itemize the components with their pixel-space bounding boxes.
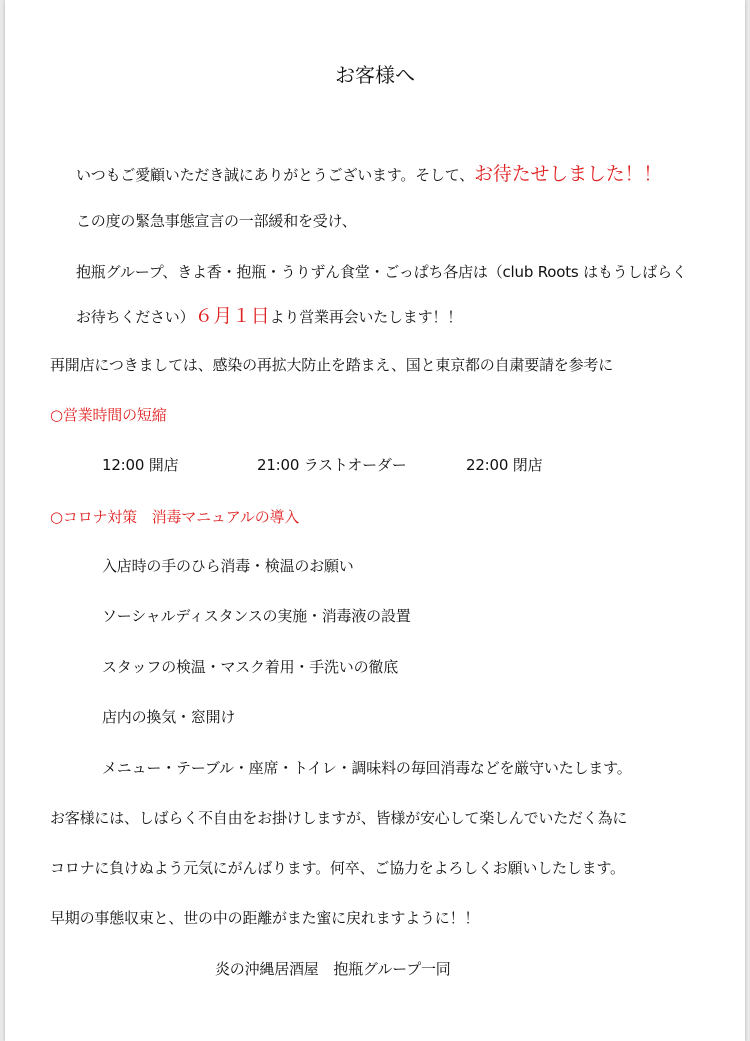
business-hours [5, 455, 745, 475]
closing-line: お客様には、しばらく不自由をお掛けしますが、皆様が安心して楽しんでいただく為に [50, 809, 628, 827]
reopen-note: 再開店につきましては、感染の再拡大防止を踏まえ、国と東京都の自粛要請を参考に [50, 356, 614, 374]
intro-line-1 [76, 164, 662, 185]
measure-item: スタッフの検温・マスク着用・手洗いの徹底 [102, 658, 399, 676]
document-page [5, 0, 745, 1041]
hours-heading: ○営業時間の短縮 [50, 406, 167, 424]
reopen-date: ６月１日 [194, 305, 270, 327]
intro-greeting: いつもご愛顧いただき誠にありがとうございます。そして、 [76, 166, 475, 184]
signature: 炎の沖縄居酒屋 抱瓶グループ一同 [215, 960, 451, 978]
last-order-time: 21:00 ラストオーダー [257, 456, 407, 474]
reopen-announcement: より営業再会いたします！！ [269, 308, 463, 326]
measure-item: メニュー・テーブル・座席・トイレ・調味料の毎回消毒などを厳守いたします。 [102, 759, 632, 777]
page-title: お客様へ [335, 63, 415, 87]
intro-line-4 [76, 306, 462, 327]
open-time: 12:00 開店 [102, 456, 179, 474]
closing-line: 早期の事態収束と、世の中の距離がまた蜜に戻れますように！！ [50, 909, 480, 927]
measure-item: ソーシャルディスタンスの実施・消毒液の設置 [102, 607, 411, 625]
measure-item: 入店時の手のひら消毒・検温のお願い [102, 557, 354, 575]
intro-line-2: この度の緊急事態宣言の一部緩和を受け、 [76, 212, 357, 230]
intro-emphasis: お待たせしました！！ [474, 163, 663, 185]
intro-line-3: 抱瓶グループ、きよ香・抱瓶・うりずん食堂・ごっぱち各店は（club Roots はもうしばらく [76, 263, 687, 281]
intro-wait-note: お待ちください） [76, 308, 195, 326]
measures-heading: ○コロナ対策 消毒マニュアルの導入 [50, 508, 300, 526]
measure-item: 店内の換気・窓開け [102, 708, 236, 726]
closing-line: コロナに負けぬよう元気にがんばります。何卒、ご協力をよろしくお願いしたします。 [50, 859, 625, 877]
close-time: 22:00 閉店 [466, 456, 543, 474]
